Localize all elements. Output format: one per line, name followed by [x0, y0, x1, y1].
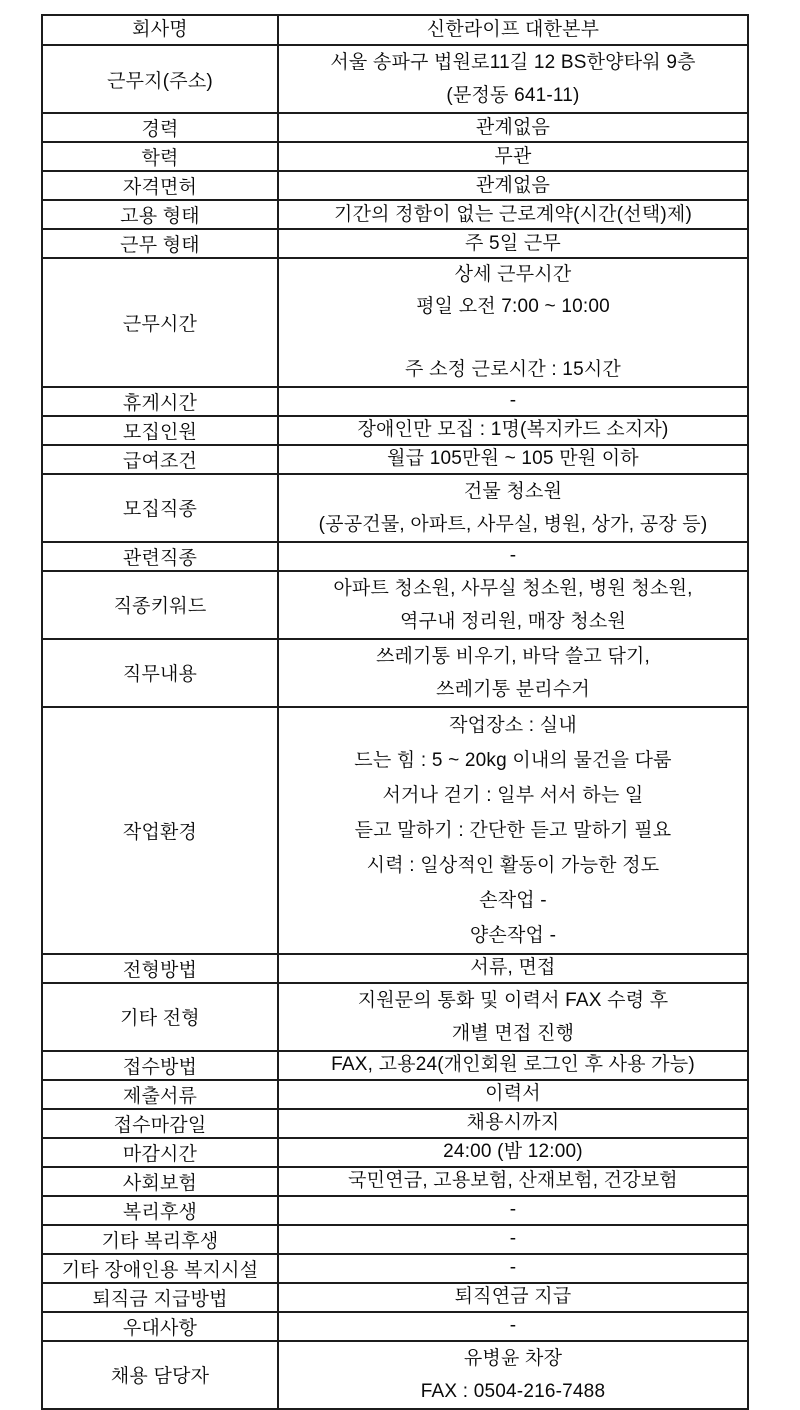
value-line: 서거나 걷기 : 일부 서서 하는 일: [382, 784, 644, 806]
value-line: -: [509, 1228, 517, 1250]
row-job-duties: [42, 639, 748, 707]
value-line: 상세 근무시간: [454, 264, 572, 285]
label-text: 전형방법: [122, 959, 198, 981]
row-value: [278, 171, 748, 200]
value-line: 듣고 말하기 : 간단한 듣고 말하기 필요: [354, 819, 672, 841]
row-job-category: [42, 474, 748, 542]
row-break-time: [42, 387, 748, 416]
row-value: [278, 1254, 748, 1283]
row-welfare: [42, 1196, 748, 1225]
row-application-deadline: [42, 1109, 748, 1138]
value-line: -: [509, 390, 517, 412]
row-value: [278, 15, 748, 45]
row-value: [278, 1341, 748, 1409]
row-preferences: [42, 1312, 748, 1341]
label-text: 경력: [141, 119, 179, 140]
label-text: 휴게시간: [122, 392, 198, 414]
value-line: 작업장소 : 실내: [449, 714, 577, 736]
row-application-method: [42, 1051, 748, 1080]
label-text: 학력: [141, 148, 179, 169]
row-disabled-facilities: [42, 1254, 748, 1283]
row-value: [278, 45, 748, 113]
row-label: [42, 142, 278, 171]
label-text: 제출서류: [122, 1085, 198, 1107]
value-line: (공공건물, 아파트, 사무실, 병원, 상가, 공장 등): [318, 513, 708, 535]
row-selection-method: [42, 954, 748, 983]
label-text: 기타 전형: [120, 1008, 200, 1030]
row-label: [42, 1051, 278, 1080]
row-label: [42, 474, 278, 542]
row-required-documents: [42, 1080, 748, 1109]
value-line: 신한라이프 대한본부: [426, 19, 600, 40]
value-line: -: [509, 1315, 517, 1337]
row-label: [42, 200, 278, 229]
row-value: [278, 983, 748, 1051]
label-text: 자격면허: [122, 177, 198, 198]
label-text: 접수마감일: [113, 1114, 207, 1136]
row-label: [42, 1138, 278, 1167]
value-line: 무관: [494, 145, 532, 167]
row-label: [42, 1312, 278, 1341]
row-value: [278, 142, 748, 171]
label-text: 기타 장애인용 복지시설: [61, 1259, 259, 1281]
row-label: [42, 171, 278, 200]
row-label: [42, 983, 278, 1051]
row-work-hours: [42, 258, 748, 387]
row-recruit-count: [42, 416, 748, 445]
label-text: 관련직종: [122, 547, 198, 569]
value-line: 건물 청소원: [463, 480, 563, 502]
row-label: [42, 1080, 278, 1109]
value-line: -: [509, 545, 517, 567]
label-text: 기타 복리후생: [101, 1230, 219, 1252]
row-license: [42, 171, 748, 200]
label-text: 근무지(주소): [107, 70, 213, 92]
row-value: [278, 542, 748, 571]
row-deadline-time: [42, 1138, 748, 1167]
row-label: [42, 1341, 278, 1409]
label-text: 모집직종: [122, 499, 198, 521]
label-text: 우대사항: [122, 1317, 198, 1339]
value-line: 국민연금, 고용보험, 산재보험, 건강보험: [348, 1170, 678, 1192]
row-salary: [42, 445, 748, 474]
row-severance-pay: [42, 1283, 748, 1312]
row-label: [42, 258, 278, 387]
label-text: 마감시간: [122, 1143, 198, 1165]
value-line: 유병윤 차장: [463, 1347, 563, 1369]
row-value: [278, 445, 748, 474]
label-text: 사회보험: [122, 1172, 198, 1194]
label-text: 채용 담당자: [110, 1366, 210, 1388]
label-text: 접수방법: [122, 1056, 198, 1078]
value-line: 관계없음: [475, 116, 551, 138]
value-line: 24:00 (밤 12:00): [443, 1141, 583, 1163]
row-recruiter-contact: [42, 1341, 748, 1409]
value-line: FAX, 고용24(개인회원 로그인 후 사용 가능): [331, 1054, 695, 1076]
label-text: 근무시간: [122, 313, 198, 335]
row-career: [42, 113, 748, 142]
row-value: [278, 707, 748, 954]
label-text: 고용 형태: [120, 206, 200, 227]
value-line: 이력서: [485, 1083, 541, 1105]
value-line: 아파트 청소원, 사무실 청소원, 병원 청소원,: [333, 577, 693, 599]
row-label: [42, 954, 278, 983]
row-social-insurance: [42, 1167, 748, 1196]
value-line: 양손작업 -: [469, 924, 557, 946]
row-value: [278, 571, 748, 639]
value-line: [281, 322, 745, 354]
value-line: 쓰레기통 비우기, 바닥 쓸고 닦기,: [375, 645, 651, 667]
row-work-type: [42, 229, 748, 258]
value-line: FAX : 0504-216-7488: [420, 1380, 606, 1402]
row-label: [42, 45, 278, 113]
label-text: 직무내용: [122, 664, 198, 686]
label-text: 회사명: [132, 19, 188, 40]
row-label: [42, 1254, 278, 1283]
row-label: [42, 571, 278, 639]
row-value: [278, 1283, 748, 1312]
row-label: [42, 542, 278, 571]
value-line: 관계없음: [475, 174, 551, 196]
row-value: [278, 1051, 748, 1080]
row-label: [42, 416, 278, 445]
value-line: 주 5일 근무: [465, 232, 561, 254]
row-value: [278, 416, 748, 445]
row-other-selection: [42, 983, 748, 1051]
row-label: [42, 1283, 278, 1312]
value-line: 지원문의 통화 및 이력서 FAX 수령 후: [357, 989, 669, 1011]
row-value: [278, 1138, 748, 1167]
row-other-welfare: [42, 1225, 748, 1254]
value-line: 퇴직연금 지급: [454, 1286, 572, 1308]
row-education: [42, 142, 748, 171]
row-label: [42, 15, 278, 45]
row-value: [278, 1167, 748, 1196]
value-line: 월급 105만원 ~ 105 만원 이하: [387, 448, 639, 470]
value-line: 평일 오전 7:00 ~ 10:00: [416, 295, 610, 317]
job-posting-table: [41, 14, 749, 1410]
row-value: [278, 1196, 748, 1225]
value-line: 주 소정 근로시간 : 15시간: [405, 359, 621, 381]
value-line: -: [509, 1257, 517, 1279]
row-workplace-address: [42, 45, 748, 113]
value-line: 쓰레기통 분리수거: [436, 678, 590, 700]
value-line: 서류, 면접: [470, 957, 556, 979]
row-related-jobs: [42, 542, 748, 571]
row-label: [42, 1196, 278, 1225]
row-value: [278, 954, 748, 983]
row-label: [42, 229, 278, 258]
label-text: 퇴직금 지급방법: [92, 1288, 228, 1310]
row-label: [42, 1225, 278, 1254]
row-value: [278, 1312, 748, 1341]
row-job-keywords: [42, 571, 748, 639]
row-value: [278, 1225, 748, 1254]
row-value: [278, 474, 748, 542]
row-company-name: [42, 15, 748, 45]
row-value: [278, 1080, 748, 1109]
label-text: 모집인원: [122, 421, 198, 443]
value-line: 손작업 -: [479, 889, 547, 911]
row-value: [278, 639, 748, 707]
row-employment-type: [42, 200, 748, 229]
row-label: [42, 639, 278, 707]
value-line: 기간의 정함이 없는 근로계약(시간(선택)제): [334, 203, 692, 225]
label-text: 급여조건: [122, 450, 198, 472]
row-value: [278, 200, 748, 229]
row-value: [278, 229, 748, 258]
row-label: [42, 445, 278, 474]
label-text: 작업환경: [122, 821, 198, 843]
row-value: [278, 387, 748, 416]
row-label: [42, 387, 278, 416]
label-text: 복리후생: [122, 1201, 198, 1223]
label-text: 직종키워드: [113, 596, 207, 618]
value-line: 채용시까지: [466, 1112, 560, 1134]
value-line: 드는 힘 : 5 ~ 20kg 이내의 물건을 다룸: [354, 749, 672, 771]
row-work-environment: [42, 707, 748, 954]
row-value: [278, 258, 748, 387]
value-line: (문정동 641-11): [446, 85, 580, 106]
value-line: -: [509, 1199, 517, 1221]
label-text: 근무 형태: [120, 235, 200, 256]
value-line: 시력 : 일상적인 활동이 가능한 정도: [366, 854, 660, 876]
row-label: [42, 1109, 278, 1138]
row-value: [278, 113, 748, 142]
row-value: [278, 1109, 748, 1138]
row-label: [42, 113, 278, 142]
value-line: 개별 면접 진행: [451, 1022, 575, 1044]
value-line: 역구내 정리원, 매장 청소원: [399, 610, 626, 632]
row-label: [42, 707, 278, 954]
value-line: 장애인만 모집 : 1명(복지카드 소지자): [357, 419, 669, 441]
value-line: 서울 송파구 법원로11길 12 BS한양타워 9층: [330, 52, 696, 73]
row-label: [42, 1167, 278, 1196]
